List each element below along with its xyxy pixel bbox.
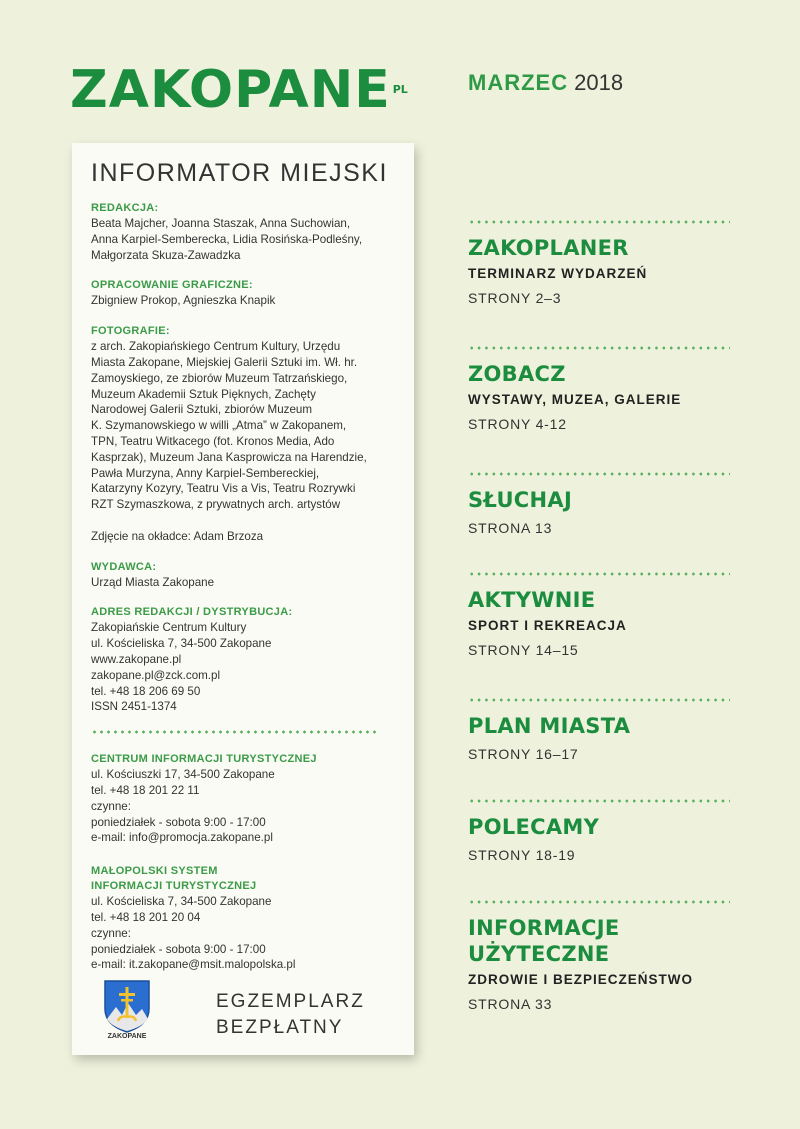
toc-subtitle: SPORT I REKREACJA — [468, 618, 627, 633]
info-section-line: ul. Kościeliska 7, 34-500 Zakopane — [91, 895, 272, 909]
toc-dotted-divider — [468, 698, 730, 702]
toc-title — [468, 814, 730, 840]
toc-title-line: ZAKOPLANER — [468, 236, 629, 260]
credits-section — [91, 201, 396, 263]
credits-section — [91, 278, 396, 309]
section-label: ADRES REDAKCJI / DYSTRYBUCJA: — [91, 606, 293, 619]
section-label: OPRACOWANIE GRAFICZNE: — [91, 279, 253, 292]
toc-pages: STRONY 14–15 — [468, 642, 579, 658]
section-line: Małgorzata Skuza-Zawadzka — [91, 248, 241, 262]
toc-pages: STRONY 4-12 — [468, 416, 567, 432]
toc-title-line: POLECAMY — [468, 815, 600, 839]
free-copy-line-1: EGZEMPLARZ — [216, 991, 365, 1012]
credits-section — [91, 560, 396, 591]
zakopane-logo — [70, 60, 408, 120]
section-line: Narodowej Galerii Sztuki, zbiorów Muzeum — [91, 403, 313, 417]
free-copy-note — [216, 989, 365, 1041]
info-section — [91, 864, 396, 973]
credits-section — [91, 324, 396, 544]
toc-title — [468, 361, 730, 387]
logo-suffix: PL — [392, 83, 408, 96]
crest-label: ZAKOPANE — [107, 1033, 147, 1040]
toc-pages: STRONY 18-19 — [468, 847, 576, 863]
info-section-label: INFORMACJI TURYSTYCZNEJ — [91, 880, 257, 893]
section-label: WYDAWCA: — [91, 560, 157, 573]
section-line: Beata Majcher, Joanna Staszak, Anna Suchowian, — [91, 217, 351, 230]
section-line: www.zakopane.pl — [91, 652, 182, 666]
info-section — [91, 752, 396, 846]
toc-pages: STRONA 13 — [468, 520, 553, 536]
toc-title — [468, 713, 730, 739]
section-line: TPN, Teatru Witkacego (fot. Kronos Media, Ado — [91, 434, 335, 448]
toc-pages: STRONY 16–17 — [468, 746, 579, 762]
info-section-line: poniedziałek - sobota 9:00 - 17:00 — [91, 942, 266, 956]
toc-pages: STRONY 2–3 — [468, 290, 562, 306]
toc-item[interactable] — [468, 220, 730, 307]
toc-dotted-divider — [468, 220, 730, 224]
toc-title-line: SŁUCHAJ — [468, 488, 573, 512]
toc-title-line: AKTYWNIE — [468, 588, 596, 612]
section-label: REDAKCJA: — [91, 202, 159, 214]
toc-item[interactable] — [468, 346, 730, 433]
logo-text: ZAKOPANE — [70, 60, 391, 120]
toc-subtitle: WYSTAWY, MUZEA, GALERIE — [468, 392, 682, 407]
card-footer — [102, 979, 402, 1049]
section-line: z arch. Zakopiańskiego Centrum Kultury, Urzędu — [91, 340, 341, 354]
info-section-line: tel. +48 18 201 20 04 — [91, 910, 201, 924]
section-line: Katarzyny Kozyry, Teatru Vis a Vis, Teatru Rozrywki — [91, 482, 356, 496]
toc-title — [468, 587, 730, 613]
toc-title-line: INFORMACJE — [468, 916, 620, 940]
issue-date — [468, 70, 623, 96]
toc-dotted-divider — [468, 472, 730, 476]
info-section-line: tel. +48 18 201 22 11 — [91, 783, 200, 797]
toc-title-line: UŻYTECZNE — [468, 942, 610, 966]
issue-month: MARZEC — [468, 70, 569, 95]
section-line: Pawła Murzyna, Anny Karpiel-Sembereckiej, — [91, 466, 320, 480]
info-section-line: czynne: — [91, 799, 131, 813]
info-section-line: e-mail: it.zakopane@msit.malopolska.pl — [91, 958, 296, 972]
toc-title — [468, 915, 730, 967]
info-section-line: czynne: — [91, 926, 131, 940]
toc-title-line: PLAN MIASTA — [468, 714, 631, 738]
free-copy-line-2: BEZPŁATNY — [216, 1017, 344, 1038]
issue-year: 2018 — [574, 70, 624, 95]
credits-section — [91, 605, 396, 715]
section-label: FOTOGRAFIE: — [91, 325, 170, 338]
credits-sections — [91, 201, 396, 715]
section-line: Anna Karpiel-Semberecka, Lidia Rosińska-Podleśny, — [91, 232, 363, 246]
toc-item[interactable] — [468, 900, 730, 1013]
toc-subtitle: TERMINARZ WYDARZEŃ — [468, 266, 648, 281]
section-line: tel. +48 18 206 69 50 — [91, 684, 201, 698]
info-card — [72, 143, 414, 1055]
toc-dotted-divider — [468, 346, 730, 350]
toc-subtitle: ZDROWIE I BEZPIECZEŃSTWO — [468, 972, 693, 987]
section-line: Zamoyskiego, ze zbiorów Muzeum Tatrzańskiego, — [91, 371, 348, 385]
info-section-line: poniedziałek - sobota 9:00 - 17:00 — [91, 815, 266, 829]
toc-item[interactable] — [468, 799, 730, 864]
section-line: ul. Kościeliska 7, 34-500 Zakopane — [91, 637, 272, 651]
toc-item[interactable] — [468, 698, 730, 763]
toc-item[interactable] — [468, 572, 730, 659]
toc-title-line: ZOBACZ — [468, 362, 566, 386]
info-section-line: ul. Kościuszki 17, 34-500 Zakopane — [91, 768, 275, 782]
section-line — [91, 513, 396, 529]
section-line: Kasprzak), Muzeum Jana Kasprowicza na Harendzie, — [91, 450, 367, 464]
toc-title — [468, 487, 730, 513]
section-line: Miasta Zakopane, Miejskiej Galerii Sztuki im. Wł. hr. — [91, 355, 358, 369]
toc-title — [468, 235, 730, 261]
card-title: INFORMATOR MIEJSKI — [91, 159, 388, 187]
section-line: RZT Szymaszkowa, z prywatnych arch. artystów — [91, 498, 341, 512]
toc-pages: STRONA 33 — [468, 996, 553, 1012]
toc-dotted-divider — [468, 900, 730, 904]
section-line: Zakopiańskie Centrum Kultury — [91, 621, 247, 635]
dotted-divider — [91, 730, 379, 734]
section-line: zakopane.pl@zck.com.pl — [91, 668, 221, 682]
info-section-label: CENTRUM INFORMACJI TURYSTYCZNEJ — [91, 753, 317, 766]
toc-dotted-divider — [468, 799, 730, 803]
section-line: Urząd Miasta Zakopane — [91, 575, 215, 589]
section-line: Muzeum Akademii Sztuk Pięknych, Zachęty — [91, 387, 316, 401]
zakopane-coat-of-arms-icon — [102, 979, 152, 1033]
tourist-info-sections — [91, 752, 396, 973]
info-section-label: MAŁOPOLSKI SYSTEM — [91, 865, 218, 878]
section-line: Zdjęcie na okładce: Adam Brzoza — [91, 529, 264, 543]
info-section-line: e-mail: info@promocja.zakopane.pl — [91, 831, 273, 845]
section-line: ISSN 2451-1374 — [91, 700, 177, 714]
section-line: Zbigniew Prokop, Agnieszka Knapik — [91, 294, 276, 308]
section-line: K. Szymanowskiego w willi „Atma” w Zakopanem, — [91, 419, 347, 433]
toc-dotted-divider — [468, 572, 730, 576]
toc-item[interactable] — [468, 472, 730, 537]
